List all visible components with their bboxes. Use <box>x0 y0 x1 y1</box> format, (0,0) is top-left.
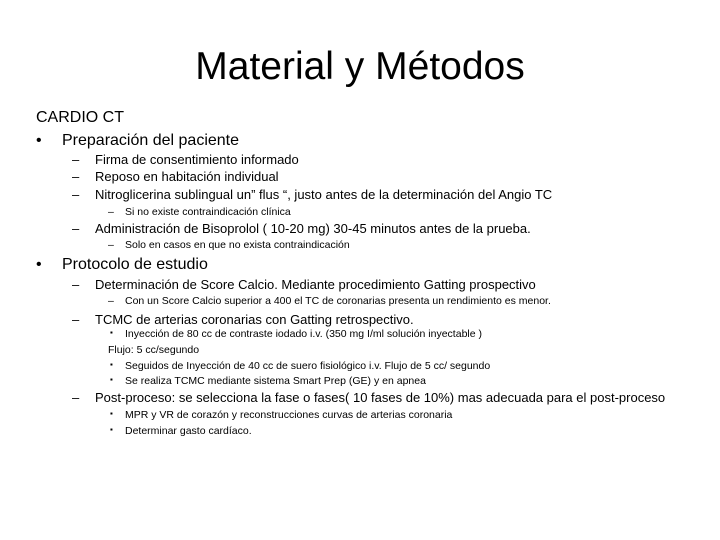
dash-icon: – <box>72 277 80 292</box>
list-item: Reposo en habitación individual <box>95 169 279 184</box>
list-item: TCMC de arterias coronarias con Gatting retrospectivo. <box>95 312 414 327</box>
list-item: Administración de Bisoprolol ( 10-20 mg) 30-45 minutos antes de la prueba. <box>95 221 531 236</box>
square-bullet-icon: ▪ <box>110 409 113 418</box>
slide-title: Material y Métodos <box>195 45 525 88</box>
point-item: Seguidos de Inyección de 40 cc de suero fisiológico i.v. Flujo de 5 cc/ segundo <box>125 360 491 372</box>
sub-item: Solo en casos en que no exista contraindicación <box>125 239 350 251</box>
point-item: Inyección de 80 cc de contraste iodado i.v. (350 mg I/ml solución inyectable ) <box>125 328 482 340</box>
list-item: Firma de consentimiento informado <box>95 152 299 167</box>
square-bullet-icon: ▪ <box>110 375 113 384</box>
bullet-icon: • <box>36 132 42 149</box>
square-bullet-icon: ▪ <box>110 360 113 369</box>
list-item: Post-proceso: se selecciona la fase o fases( 10 fases de 10%) mas adecuada para el post-proceso <box>95 390 666 405</box>
list-item: Determinación de Score Calcio. Mediante procedimiento Gatting prospectivo <box>95 277 536 292</box>
square-bullet-icon: ▪ <box>110 425 113 434</box>
dash-icon: – <box>72 390 80 405</box>
point-item: Se realiza TCMC mediante sistema Smart Prep (GE) y en apnea <box>125 375 426 387</box>
dash-icon: – <box>108 206 114 218</box>
point-item: Determinar gasto cardíaco. <box>125 425 252 437</box>
sub-item: Si no existe contraindicación clínica <box>125 206 291 218</box>
section-label-preparacion: Preparación del paciente <box>62 132 240 149</box>
square-bullet-icon: ▪ <box>110 328 113 337</box>
dash-icon: – <box>72 221 80 236</box>
sub-item: Con un Score Calcio superior a 400 el TC de coronarias presenta un rendimiento es menor. <box>125 295 551 307</box>
dash-icon: – <box>72 152 80 167</box>
note-text: Flujo: 5 cc/segundo <box>108 344 200 356</box>
dash-icon: – <box>72 187 80 202</box>
dash-icon: – <box>72 312 80 327</box>
dash-icon: – <box>108 295 114 307</box>
bullet-icon: • <box>36 256 42 273</box>
point-item: MPR y VR de corazón y reconstrucciones curvas de arterias coronaria <box>125 409 453 421</box>
dash-icon: – <box>108 239 114 251</box>
list-item: Nitroglicerina sublingual un” flus “, justo antes de la determinación del Angio TC <box>95 187 553 202</box>
dash-icon: – <box>72 169 80 184</box>
section-heading: CARDIO CT <box>36 109 124 126</box>
section-label-protocolo: Protocolo de estudio <box>62 256 208 273</box>
